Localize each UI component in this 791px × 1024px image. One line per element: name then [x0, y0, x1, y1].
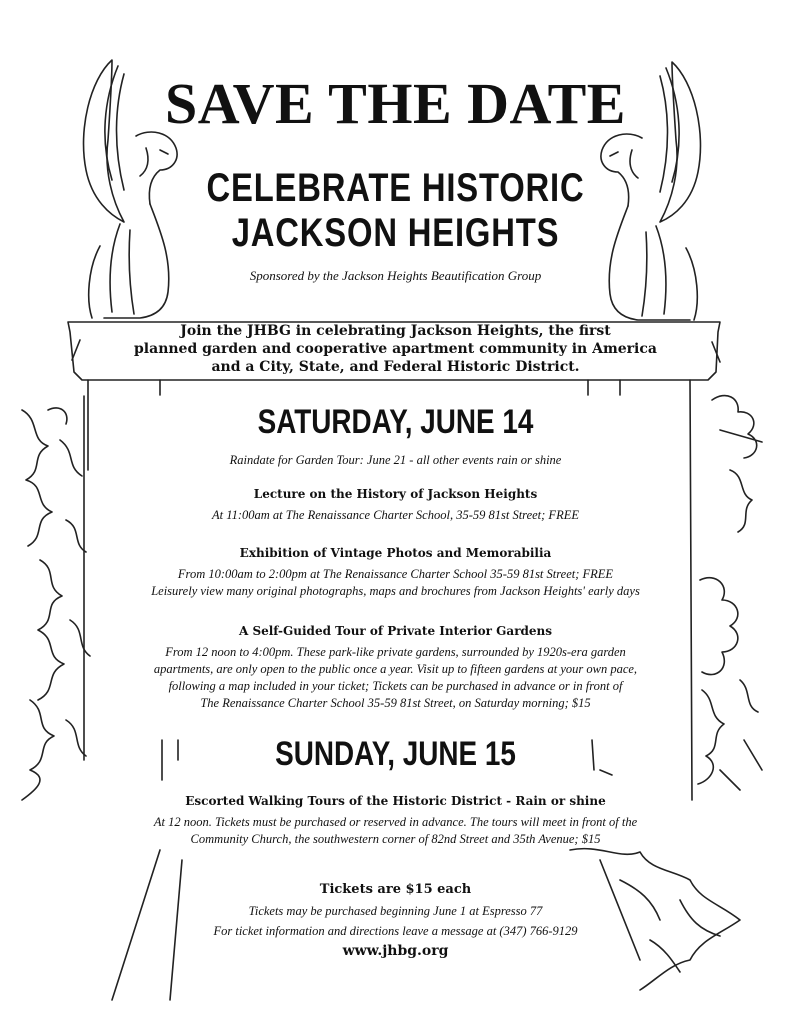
title-line-2: JACKSON HEIGHTS [231, 211, 560, 255]
tickets-price: Tickets are $15 each [319, 882, 472, 897]
event-detail: The Renaissance Charter School 35-59 81st Street, on Saturday morning; $15 [200, 696, 591, 710]
event-detail: At 11:00am at The Renaissance Charter School, 35-59 81st Street; FREE [212, 508, 579, 522]
tickets-info: For ticket information and directions leave a message at (347) 766-9129 [213, 924, 578, 938]
event-title-lecture: Lecture on the History of Jackson Heights [253, 487, 538, 501]
event-detail: Leisurely view many original photographs, maps and brochures from Jackson Heights' early days [151, 584, 640, 598]
event-detail: Community Church, the southwestern corner of 82nd Street and 35th Avenue; $15 [190, 832, 601, 846]
event-detail: From 10:00am to 2:00pm at The Renaissance Charter School 35-59 81st Street; FREE [177, 567, 614, 581]
event-detail: From 12 noon to 4:00pm. These park-like private gardens, surrounded by 1920s-era garden [165, 645, 626, 659]
intro-line: Join the JHBG in celebrating Jackson Heights, the first [180, 323, 611, 339]
raindate-note: Raindate for Garden Tour: June 21 - all other events rain or shine [229, 453, 562, 467]
event-detail: apartments, are only open to the public once a year. Visit up to fifteen gardens at your own pace, [153, 662, 638, 676]
event-title-garden-tour: A Self-Guided Tour of Private Interior Gardens [238, 624, 553, 638]
title-line-1: CELEBRATE HISTORIC [206, 166, 585, 210]
tickets-where: Tickets may be purchased beginning June 1 at Espresso 77 [248, 904, 543, 918]
event-title-walking-tours: Escorted Walking Tours of the Historic District - Rain or shine [185, 794, 606, 808]
event-detail: At 12 noon. Tickets must be purchased or reserved in advance. The tours will meet in front of the [153, 815, 638, 829]
saturday-heading: SATURDAY, JUNE 14 [257, 403, 534, 441]
intro-paragraph [0, 322, 791, 376]
event-title-exhibition: Exhibition of Vintage Photos and Memorabilia [239, 546, 552, 560]
save-the-date-heading: SAVE THE DATE [164, 71, 626, 136]
event-detail: following a map included in your ticket; Tickets can be purchased in advance or in front of [168, 679, 623, 693]
intro-line: and a City, State, and Federal Historic District. [211, 359, 580, 375]
sponsor-line: Sponsored by the Jackson Heights Beautification Group [249, 268, 542, 283]
sunday-heading: SUNDAY, JUNE 15 [275, 735, 516, 773]
intro-line: planned garden and cooperative apartment community in America [134, 341, 657, 357]
website-link[interactable]: www.jhbg.org [342, 943, 449, 959]
